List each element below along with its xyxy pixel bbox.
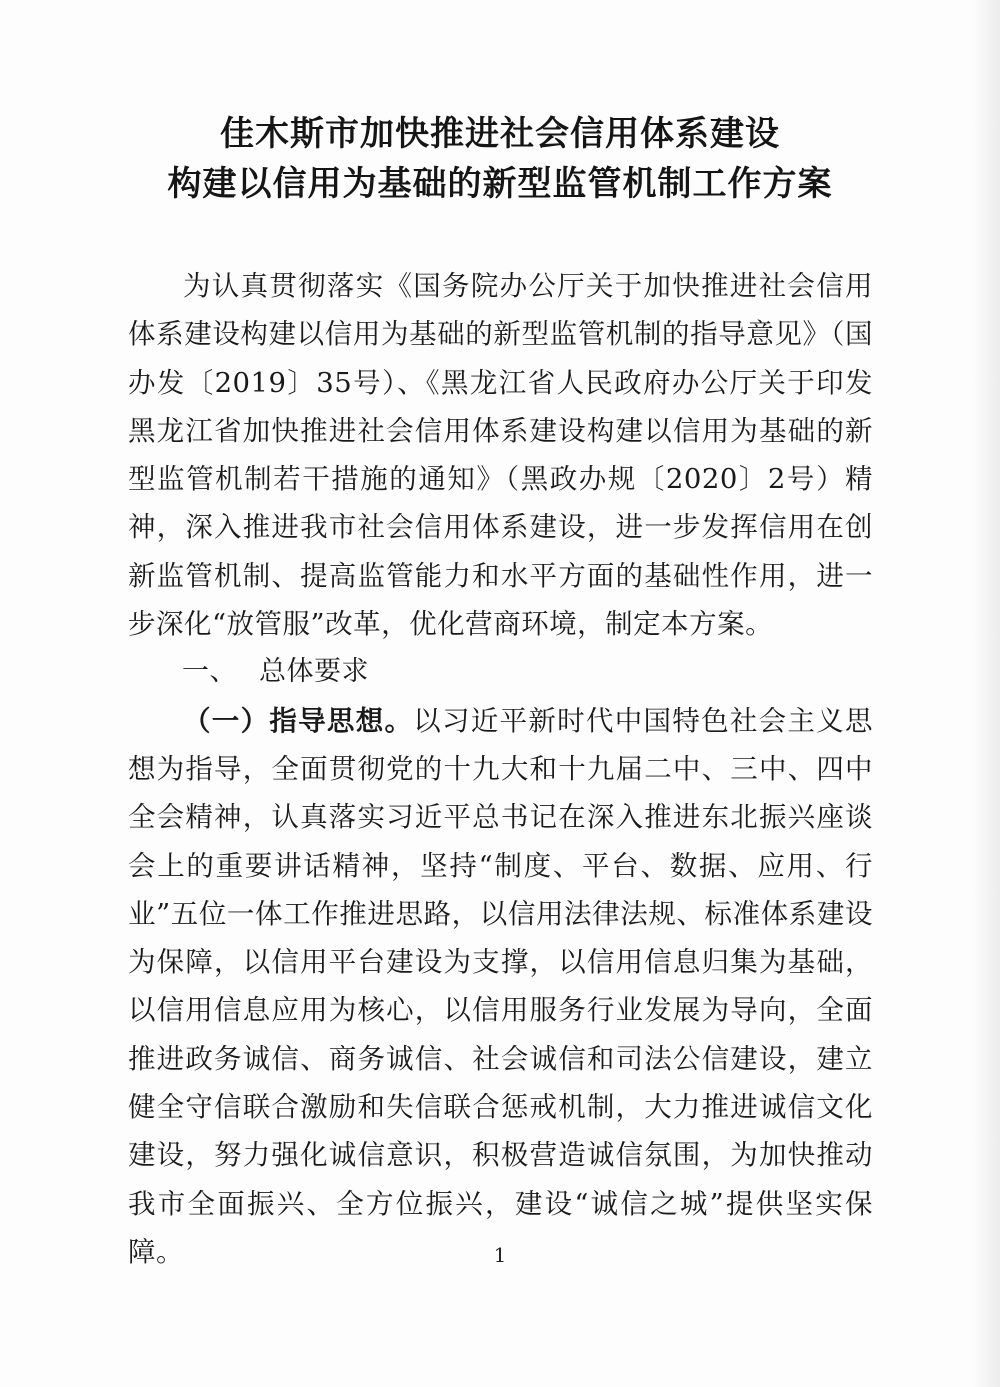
subsection-text: 以习近平新时代中国特色社会主义思想为指导，全面贯彻党的十九大和十九届二中、三中、四中全会精神，认真落实习近平总书记在深入推进东北振兴座谈会上的重要讲话精神，坚持“制度、平台、数据、应用、行业”五位一体工作推进思路，以信用法律法规、标准体系建设为保障，以信用平台建设为支撑，以信用信息归集为基础，以信用信息应用为核心，以信用服务行业发展为导向，全面推进政务诚信、商务诚信、社会诚信和司法公信建设，建立健全守信联合激励和失信联合惩戒机制，大力推进诚信文化建设，努力强化诚信意识，积极营造诚信氛围，为加快推动我市全面振兴、全方位振兴，建设“诚信之城”提供坚实保障。 [128, 704, 874, 1268]
section-number: 一、 [182, 656, 237, 688]
section-title: 总体要求 [259, 656, 369, 688]
guiding-thought-paragraph [128, 697, 873, 1277]
document-title-line-2: 构建以信用为基础的新型监管机制工作方案 [167, 164, 833, 204]
subsection-lead: （一）指导思想。 [183, 704, 414, 737]
intro-paragraph: 为认真贯彻落实《国务院办公厅关于加快推进社会信用体系建设构建以信用为基础的新型监管机制的指导意见》（国办发〔2019〕35号）、《黑龙江省人民政府办公厅关于印发黑龙江省加快推进社会信用体系建设构建以信用为基础的新型监管机制若干措施的通知》（黑政办规〔2020〕2号）精神，深入推进我市社会信用体系建设，进一步发挥信用在创新监管机制、提高监管能力和水平方面的基础性作用，进一步深化“放管服”改革，优化营商环境，制定本方案。 [128, 270, 873, 641]
page-number: 1 [493, 1243, 507, 1267]
scan-edge-shadow [972, 0, 1000, 1387]
document-body [128, 262, 873, 1276]
document-title-line-1: 佳木斯市加快推进社会信用体系建设 [220, 114, 780, 154]
section-heading [128, 648, 873, 696]
